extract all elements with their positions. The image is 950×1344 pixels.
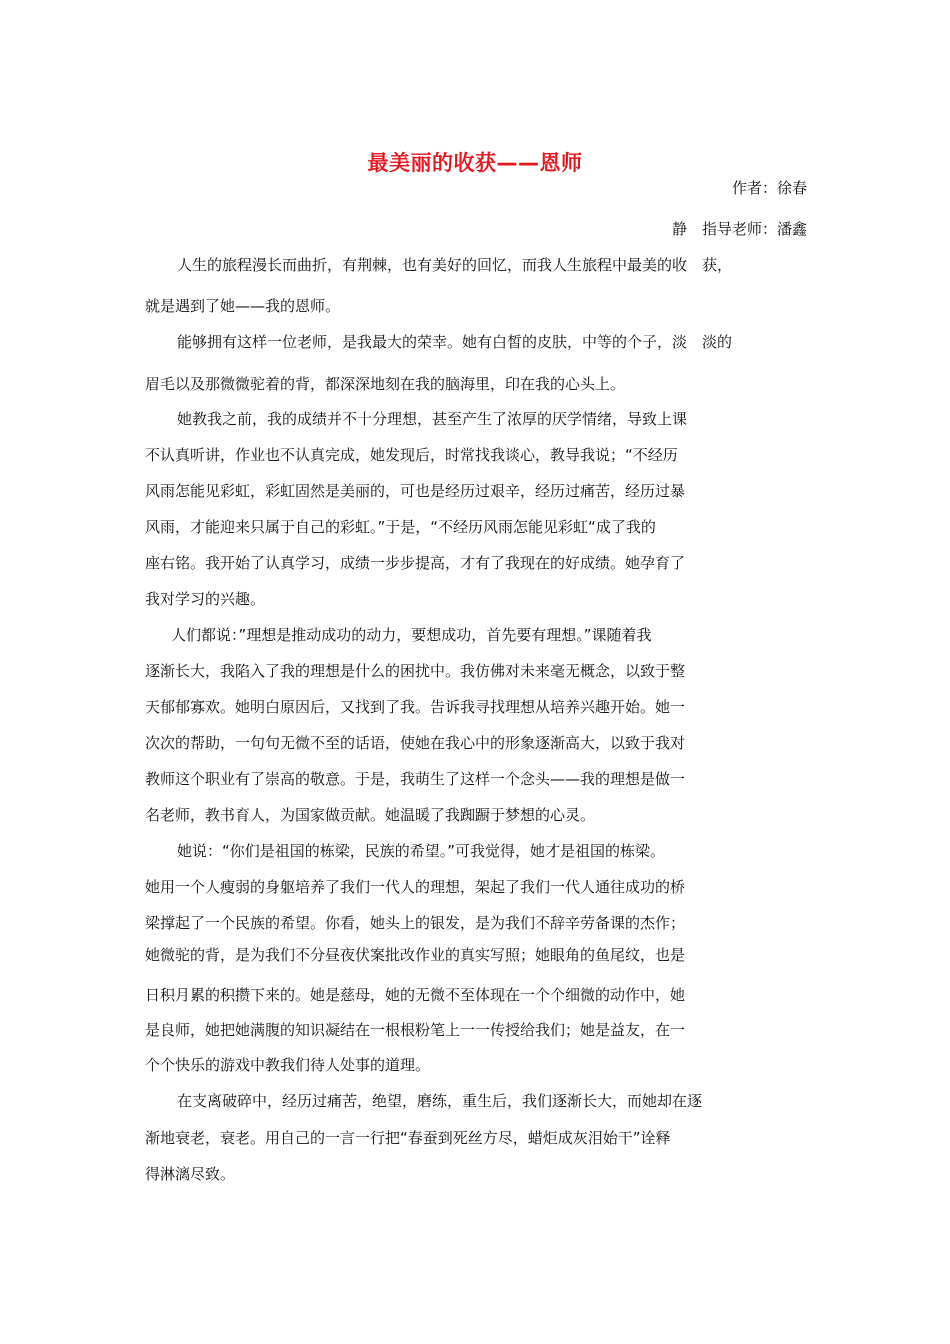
body-line: 就是遇到了她——我的恩师。 [145,297,341,315]
body-line: 她说：“你们是祖国的栋梁，民族的希望。”可我觉得，她才是祖国的栋梁。 [177,842,666,860]
teacher-line: 静 指导老师：潘鑫 [671,220,807,238]
author-line: 作者：徐春 [731,179,807,197]
body-line: 教师这个职业有了崇高的敬意。于是，我萌生了这样一个念头——我的理想是做一 [145,770,686,788]
body-line: 个个快乐的游戏中教我们待人处事的道理。 [145,1056,431,1074]
body-line: 在支离破碎中，经历过痛苦，绝望，磨练，重生后，我们逐渐长大，而她却在逐 [177,1092,703,1110]
body-line: 能够拥有这样一位老师，是我最大的荣幸。她有白皙的皮肤，中等的个子，淡 淡的 [177,333,733,351]
body-line: 风雨怎能见彩虹，彩虹固然是美丽的，可也是经历过艰辛，经历过痛苦，经历过暴 [145,482,686,500]
body-line: 人生的旅程漫长而曲折，有荆棘，也有美好的回忆，而我人生旅程中最美的收 获， [177,256,733,274]
body-line: 人们都说：”理想是推动成功的动力，要想成功，首先要有理想。”课随着我 [171,626,652,644]
body-line: 不认真听讲，作业也不认真完成，她发现后，时常找我谈心，教导我说；“不经历 [145,446,678,464]
body-line: 得淋漓尽致。 [145,1165,236,1183]
body-line: 她用一个人瘦弱的身躯培养了我们一代人的理想，架起了我们一代人通往成功的桥 [145,878,686,896]
body-line: 天郁郁寡欢。她明白原因后，又找到了我。告诉我寻找理想从培养兴趣开始。她一 [145,698,686,716]
body-line: 座右铭。我开始了认真学习，成绩一步步提高，才有了我现在的好成绩。她孕育了 [145,554,686,572]
body-line: 渐地衰老，衰老。用自己的一言一行把“春蚕到死丝方尽，蜡炬成灰泪始干”诠释 [145,1129,671,1147]
body-line: 次次的帮助，一句句无微不至的话语，使她在我心中的形象逐渐高大，以致于我对 [145,734,686,752]
body-line: 是良师，她把她满腹的知识凝结在一根根粉笔上一一传授给我们；她是益友，在一 [145,1021,686,1039]
body-line: 梁撑起了一个民族的希望。你看，她头上的银发，是为我们不辞辛劳备课的杰作； [145,914,686,932]
body-line: 风雨，才能迎来只属于自己的彩虹。”于是，“不经历风雨怎能见彩虹“成了我的 [145,518,656,536]
document-title: 最美丽的收获——恩师 [367,151,583,175]
body-line: 她教我之前，我的成绩并不十分理想，甚至产生了浓厚的厌学情绪，导致上课 [177,410,688,428]
body-line: 名老师，教书育人，为国家做贡献。她温暖了我踟蹰于梦想的心灵。 [145,806,596,824]
body-line: 日积月累的积攒下来的。她是慈母，她的无微不至体现在一个个细微的动作中，她 [145,986,686,1004]
body-line: 眉毛以及那微微驼着的背，都深深地刻在我的脑海里，印在我的心头上。 [145,375,626,393]
body-line: 我对学习的兴趣。 [145,590,266,608]
body-line: 逐渐长大，我陷入了我的理想是什么的困扰中。我仿佛对未来毫无概念，以致于整 [145,662,686,680]
body-line: 她微驼的背，是为我们不分昼夜伏案批改作业的真实写照；她眼角的鱼尾纹，也是 [145,946,686,964]
